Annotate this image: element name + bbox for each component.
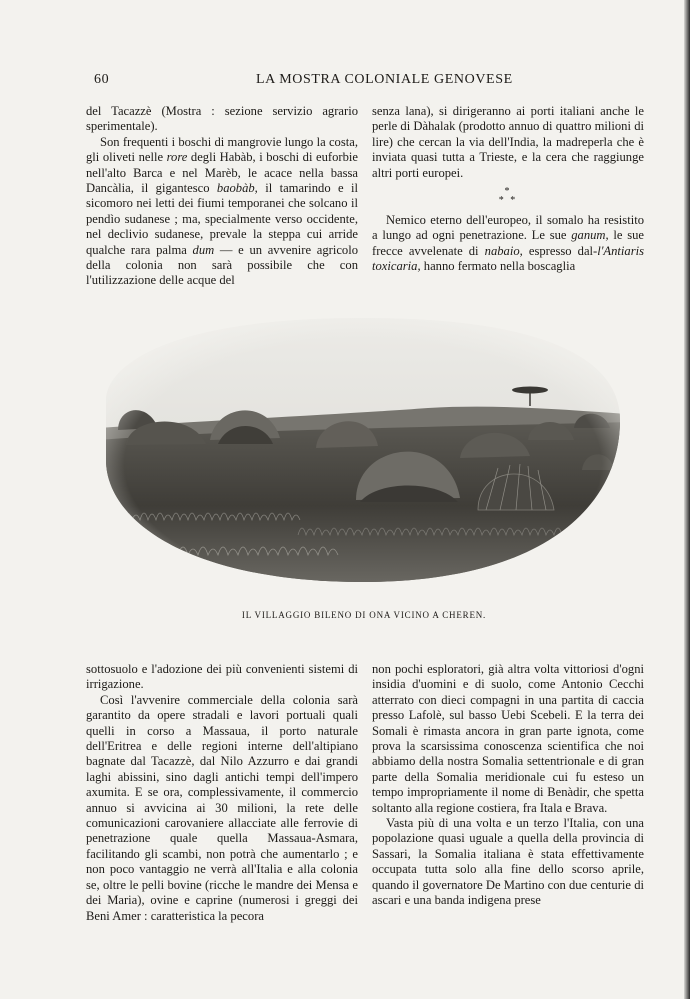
asterism	[372, 187, 644, 205]
text-span: hanno fermato nella boscaglia	[420, 259, 576, 274]
text-span: — e un avvenire agricolo della colonia non sarà possibile che con l'utilizzazione delle acque del	[86, 242, 358, 288]
italic-term: baobàb,	[216, 181, 258, 196]
italic-term: rore	[166, 150, 188, 165]
paragraph: sottosuolo e l'adozione dei più convenienti sistemi di irrigazione.	[86, 662, 358, 692]
text-span: le sue frecce avvelenate di	[372, 228, 644, 258]
column-bottom-left	[86, 662, 358, 924]
paragraph: Così l'avvenire commerciale della colonia sarà garantito da opere stradali e lavori portuali quali quelli in corso a Massaua, il porto naturale dell'Eritrea e delle regioni interne dell'altipiano bagnate dal Tacazzè, dal Nilo Azzurro e dai grandi laghi abissini, sino dagli antichi tempi dell'impero axumita. E se ora, complessivamente, il commercio annuo si avvicina ai 30 milioni, la rete delle comunicazioni carovaniere allacciate alle ferrovie di penetrazione quale quella Massaua-Asmara, facilitando gli scambi, non potrà che aumentarlo ; e non poco vantaggio ne verrà all'Italia e alla colonia se, oltre le pelli bovine (ricche le mandre dei Mensa e dei Maria), ovine e caprine (numerosi i greggi dei Beni Amer : caratteristica la pecora	[86, 692, 358, 923]
italic-term: nabaio,	[484, 243, 523, 258]
text-span: degli Habàb, i boschi di euforbie nell'alto Barca e nel Marèb, le acace nella bassa Dancàlia, il gigantesco	[86, 150, 358, 196]
asterism-bottom: * *	[498, 195, 518, 207]
paragraph: Vasta più di una volta e un terzo l'Italia, con una popolazione quasi uguale a quella della provincia di Sassari, la Somalia italiana è stata effettivamente occupata tutta solo alla fine dello scorso aprile, quando il governatore De Martino con due centurie di ascari e una banda indigena prese	[372, 816, 644, 908]
paragraph	[86, 135, 358, 289]
page-edge	[684, 0, 690, 999]
text-span: il tamarindo e il sicomoro nei letti dei fiumi temporanei che solcano il pendìo sudanese ; ma, specialmente verso occidente, nel declivio sudanese, prevale la steppa cui arride qualche rara palma	[86, 181, 358, 257]
text-span: Nemico eterno dell'europeo, il somalo ha resistito a lungo ad ogni penetrazione. Le sue	[372, 213, 644, 243]
italic-term: dum	[192, 242, 215, 257]
text-span: Son frequenti i boschi di mangrovie lungo la costa, gli oliveti nelle	[86, 134, 358, 165]
column-bottom-right	[372, 662, 644, 909]
running-title: LA MOSTRA COLONIALE GENOVESE	[256, 72, 513, 87]
paragraph: non pochi esploratori, già altra volta vittoriosi d'ogni insidia d'uomini e di suolo, come Antonio Cecchi atterrato con dieci compagni in una partita di caccia presso Lafolè, sul basso Uebi Scebeli. E la terra dei Somali è rimasta ancora in gran parte ignota, come prova la scarsissima conoscenza scientifica che noi abbiamo della nostra Somalia settentrionale e di gran parte della Somalia meridionale cui fu esteso un tempo impropriamente il nome di Benàdir, che spetta soltanto alla regione costiera, fra Itala e Brava.	[372, 662, 644, 815]
column-top-left	[86, 104, 358, 289]
italic-term: ganum,	[571, 228, 609, 243]
page-header	[84, 72, 644, 92]
asterism-top: *	[504, 186, 512, 198]
italic-term: l'Antiaris toxicaria,	[372, 243, 645, 274]
figure-caption: IL VILLAGGIO BILENO DI ONA VICINO A CHEREN.	[241, 610, 487, 620]
paragraph	[372, 213, 644, 275]
column-top-right	[372, 104, 644, 275]
page-number: 60	[94, 72, 110, 87]
village-photograph	[98, 310, 628, 590]
paragraph: senza lana), si dirigeranno ai porti italiani anche le perle di Dàhalak (prodotto annuo di quattro milioni di lire) che cercan la via dell'India, la madreperla che è inviata quasi tutta a Trieste, e la cera che raggiunge altri porti europei.	[372, 104, 644, 180]
paragraph: del Tacazzè (Mostra : sezione servizio agrario sperimentale).	[86, 104, 358, 134]
text-span: espresso dal-	[522, 243, 598, 258]
